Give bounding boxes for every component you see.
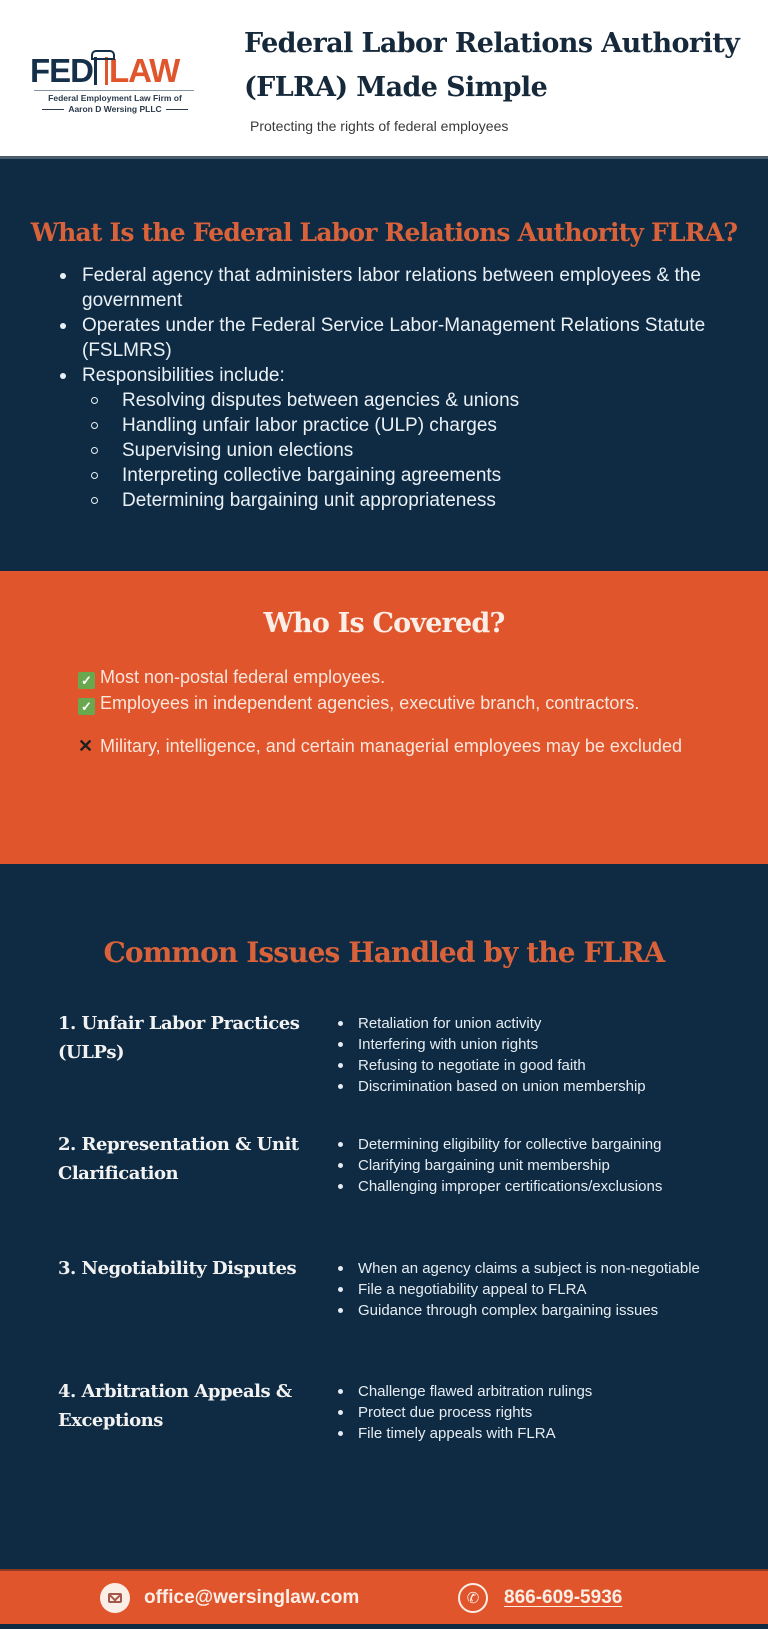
sub-list-item: Supervising union elections — [60, 438, 740, 463]
issue-point: Protect due process rights — [336, 1402, 746, 1423]
sub-list-item: Determining bargaining unit appropriateness — [60, 488, 740, 513]
issue-point: Guidance through complex bargaining issues — [336, 1300, 746, 1321]
header — [0, 0, 768, 156]
logo-divider — [34, 90, 194, 91]
section-title: What Is the Federal Labor Relations Authority FLRA? — [30, 218, 738, 247]
list-item: Operates under the Federal Service Labor-Management Relations Statute (FSLMRS) — [60, 313, 740, 363]
mail-icon — [100, 1583, 130, 1613]
logo-tagline-2: Aaron D Wersing PLLC — [30, 104, 200, 114]
issue-title: 2. Representation & Unit Clarification — [58, 1134, 299, 1184]
list-item: Federal agency that administers labor relations between employees & the government — [60, 263, 740, 313]
issue-point: Discrimination based on union membership — [336, 1076, 746, 1097]
logo-law-text: LAW — [109, 52, 180, 89]
section-title: Common Issues Handled by the FLRA — [103, 936, 665, 969]
issue-point: Clarifying bargaining unit membership — [336, 1155, 746, 1176]
who-is-covered-section — [0, 571, 768, 864]
phone-link[interactable]: 866-609-5936 — [504, 1587, 623, 1608]
issue-point: Challenge flawed arbitration rulings — [336, 1381, 746, 1402]
issue-title: 4. Arbitration Appeals & Exceptions — [58, 1381, 292, 1431]
issue-point: Challenging improper certifications/exclusions — [336, 1176, 746, 1197]
issue-point: File a negotiability appeal to FLRA — [336, 1279, 746, 1300]
check-icon: ✓ — [78, 672, 95, 689]
issue-title: 1. Unfair Labor Practices (ULPs) — [58, 1013, 300, 1063]
issue-point: Interfering with union rights — [336, 1034, 746, 1055]
issue-point: When an agency claims a subject is non-negotiable — [336, 1258, 746, 1279]
sub-list-item: Handling unfair labor practice (ULP) charges — [60, 413, 740, 438]
what-is-flra-section — [0, 159, 768, 571]
contact-footer — [0, 1569, 768, 1624]
logo-tagline-1: Federal Employment Law Firm of — [48, 93, 182, 103]
check-icon: ✓ — [78, 698, 95, 715]
excluded-item: ✕ Military, intelligence, and certain managerial employees may be excluded — [78, 733, 718, 759]
sub-list-item: Resolving disputes between agencies & unions — [60, 388, 740, 413]
issue-point: Retaliation for union activity — [336, 1013, 746, 1034]
page-title: Federal Labor Relations Authority (FLRA) Made Simple — [244, 28, 740, 103]
list-item: Responsibilities include: — [60, 363, 740, 388]
what-is-list — [60, 263, 740, 513]
fedlaw-logo[interactable] — [30, 46, 210, 114]
page-subtitle: Protecting the rights of federal employees — [250, 118, 509, 134]
email-contact[interactable] — [100, 1583, 359, 1613]
section-title: Who Is Covered? — [263, 608, 505, 639]
pillar-icon — [94, 57, 108, 85]
issue-point: File timely appeals with FLRA — [336, 1423, 746, 1444]
issue-point: Determining eligibility for collective bargaining — [336, 1134, 746, 1155]
footer-bottom-strip — [0, 1624, 768, 1629]
issue-title: 3. Negotiability Disputes — [58, 1258, 297, 1279]
cross-icon: ✕ — [78, 736, 94, 756]
included-item: ✓ Most non-postal federal employees. — [78, 664, 718, 690]
common-issues-section — [0, 864, 768, 1569]
coverage-list — [78, 664, 718, 759]
issue-point: Refusing to negotiate in good faith — [336, 1055, 746, 1076]
phone-icon: ✆ — [458, 1583, 488, 1613]
phone-contact[interactable] — [458, 1583, 622, 1613]
sub-list-item: Interpreting collective bargaining agreements — [60, 463, 740, 488]
included-item: ✓ Employees in independent agencies, executive branch, contractors. — [78, 690, 718, 716]
email-link[interactable]: office@wersinglaw.com — [144, 1587, 360, 1608]
logo-fed-text: FED — [30, 52, 93, 89]
